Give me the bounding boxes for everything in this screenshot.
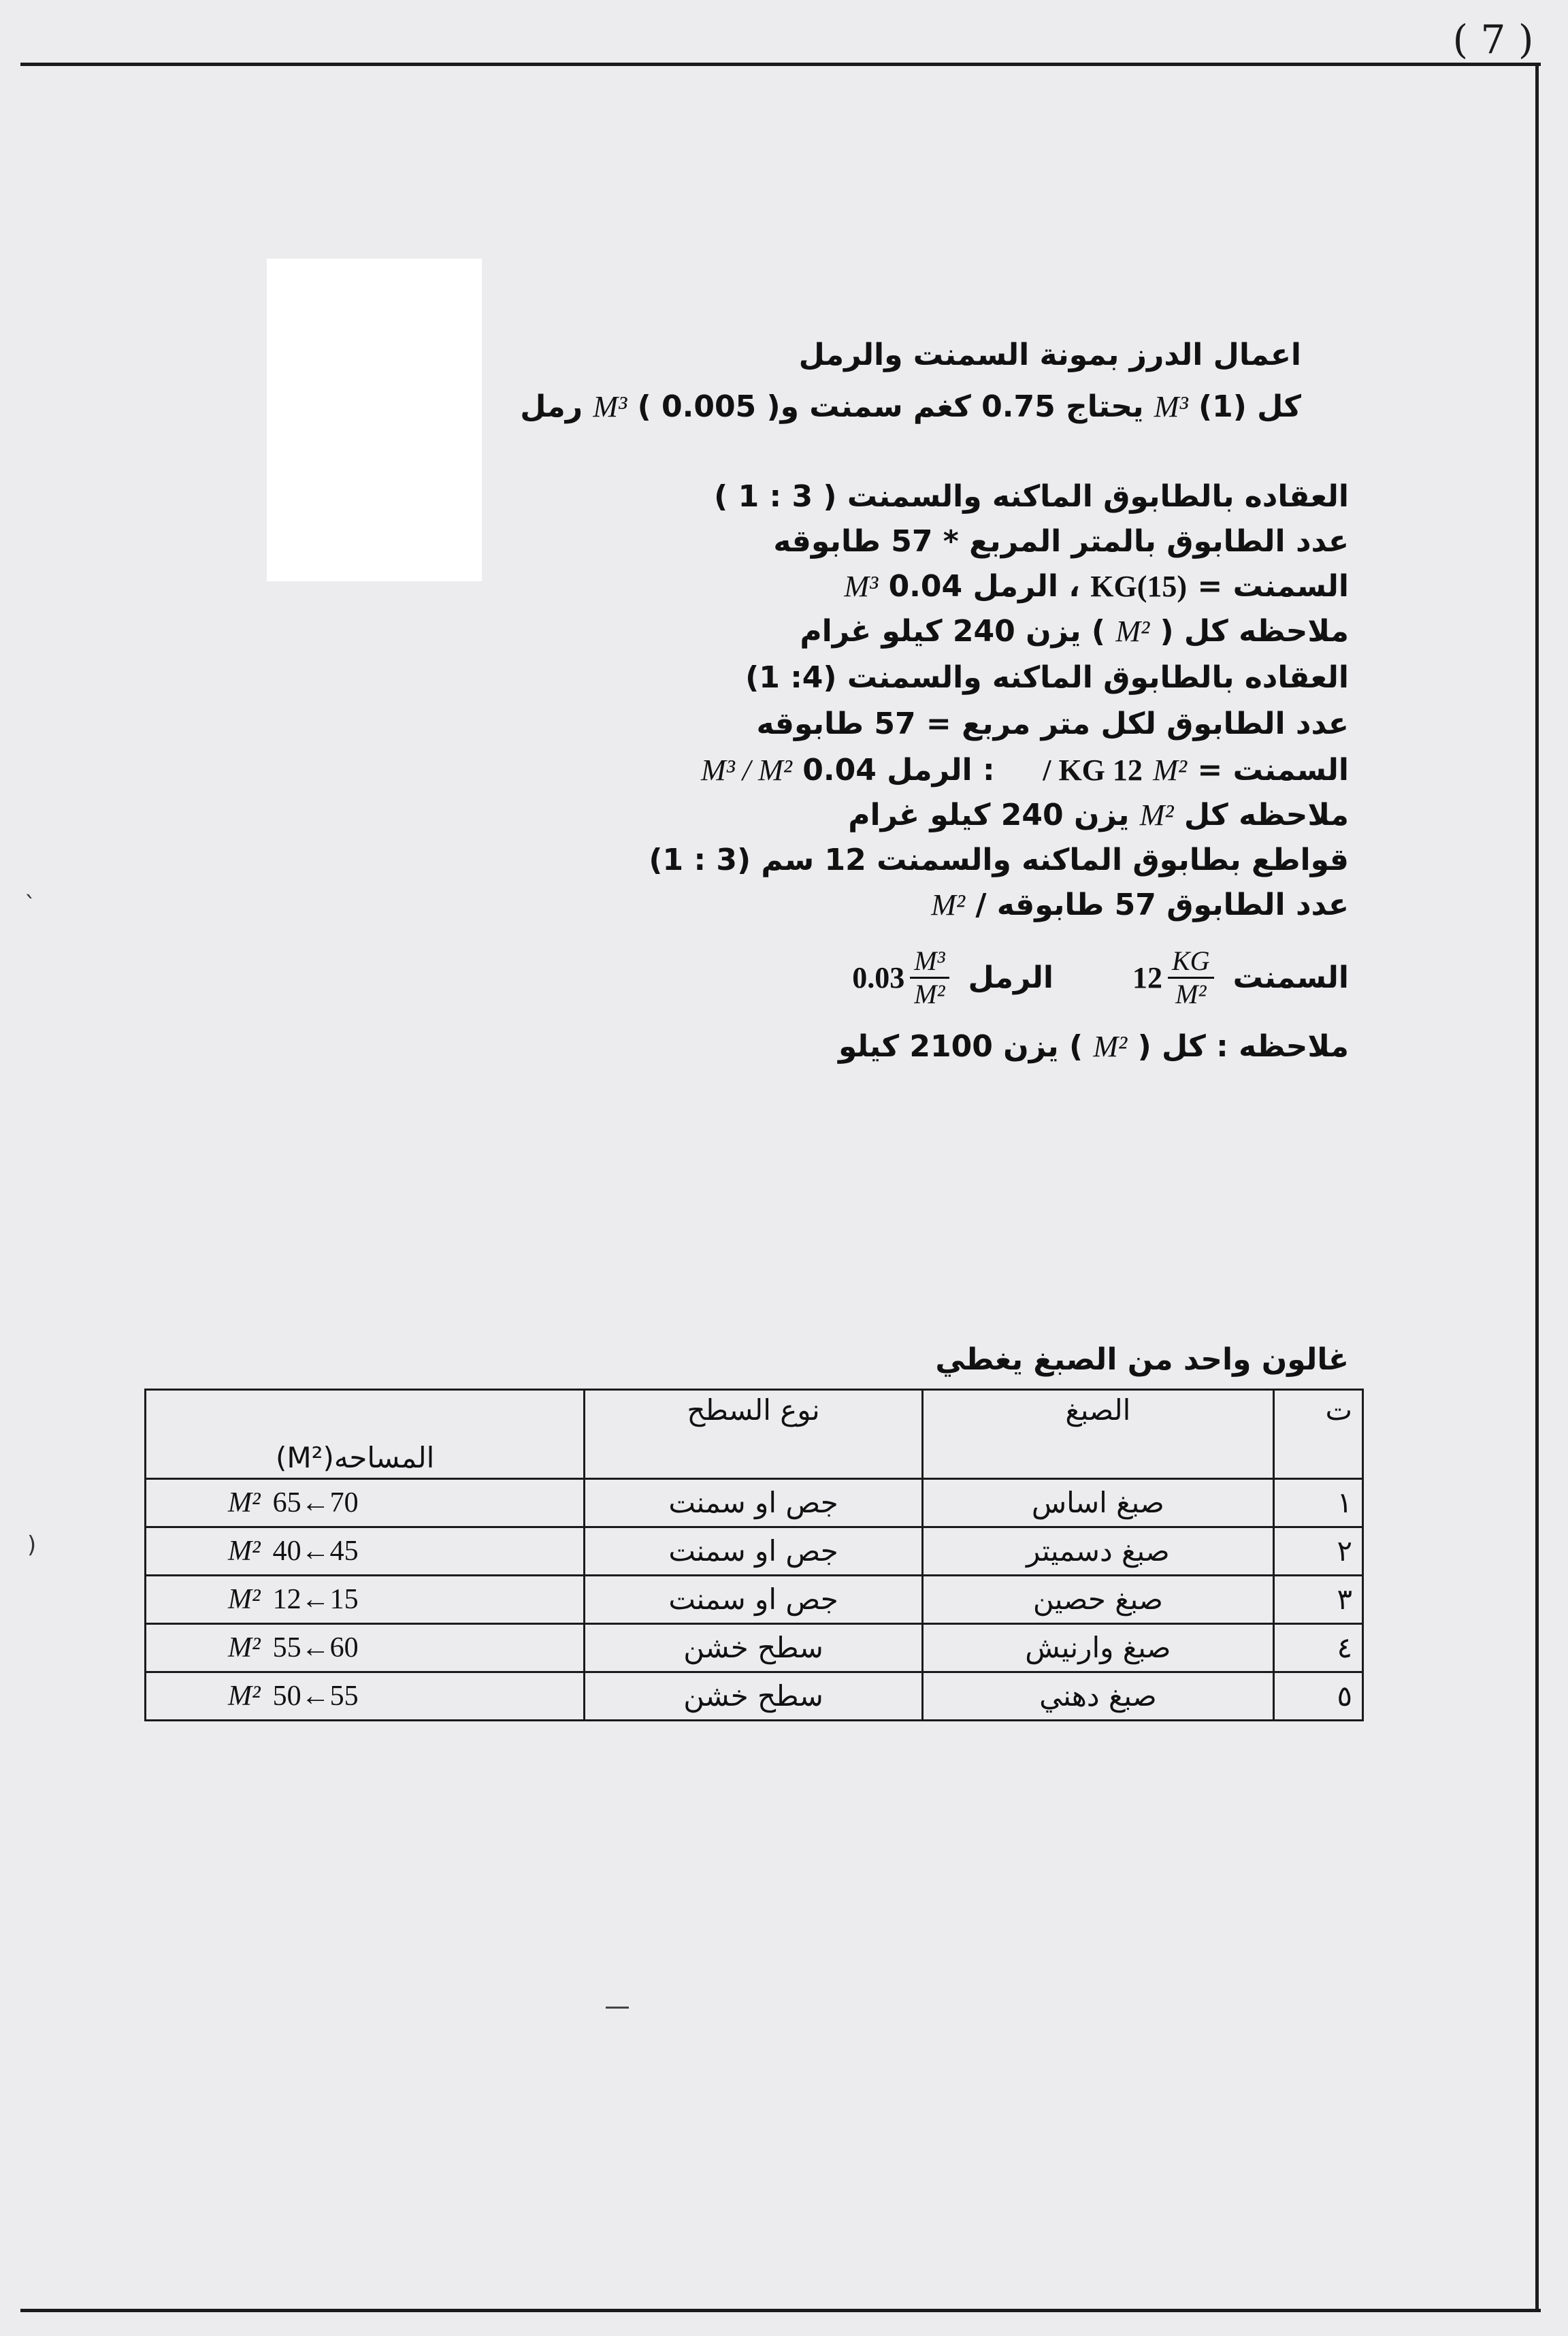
row-area [146,1624,585,1672]
row-paint: صبغ وارنيش [923,1624,1273,1672]
header-surface: نوع السطح [584,1390,922,1479]
row-area [146,1672,585,1721]
table-header-row [146,1390,1363,1479]
cement-fraction-numerator: KG [1168,945,1214,979]
partition-cement-label: السمنت [1232,960,1349,995]
top-border-rule [20,63,1541,66]
brick-bond-3-1-count: عدد الطابوق بالمتر المربع * 57 طابوقه [773,524,1349,559]
partition-heading: قواطع بطابوق الماكنه والسمنت 12 سم (3 : 1) [649,843,1349,877]
sand-label: ، الرمل 0.04 [888,569,1080,604]
brick-bond-4-1-heading: العقاده بالطابوق الماكنه والسمنت (4: 1) [745,660,1349,695]
row-surface: سطح خشن [584,1672,922,1721]
sand-label: : الرمل 0.04 [802,753,995,788]
note-unit: M² [1093,1030,1128,1063]
mortar-rate-line [520,387,1301,427]
area-range: 12←15 [272,1584,359,1615]
cement-fraction-denominator: M² [1175,978,1207,1009]
brick-bond-3-1-heading: العقاده بالطابوق الماكنه والسمنت ( 3 : 1 ) [714,479,1349,514]
partition-sand-value: 0.03 [852,960,905,994]
header-index: ت [1273,1390,1362,1479]
brick-bond-4-1-cement-line [701,750,1349,791]
area-unit: M² [228,1632,261,1664]
blank-image-placeholder [267,259,482,581]
table-row [146,1576,1363,1624]
partition-cement-value: 12 [1132,960,1162,994]
scan-speck: ) [27,1531,37,1559]
area-unit: M² [228,1487,261,1519]
table-row [146,1527,1363,1576]
row-area [146,1527,585,1576]
sand-fraction-numerator: M³ [910,945,949,979]
paint-coverage-table [144,1389,1364,1721]
partition-count [931,885,1349,926]
cement-value: (15)KG [1090,570,1188,603]
right-border-rule [1535,63,1539,2310]
area-unit: M² [228,1681,261,1712]
row-area [146,1479,585,1527]
note-suffix: يزن 240 كيلو غرام [848,798,1130,832]
area-range: 65←70 [272,1487,359,1519]
header-paint: الصبغ [923,1390,1273,1479]
header-area: المساحه(M²) [146,1390,585,1479]
table-row [146,1479,1363,1527]
row-index: ٤ [1273,1624,1362,1672]
brick-bond-3-1-note [800,611,1349,652]
row-surface: سطح خشن [584,1624,922,1672]
note-unit: M² [1139,798,1174,832]
sand-unit: M³ [844,570,879,603]
area-range: 55←60 [272,1632,359,1664]
partition-count-unit: M² [931,888,966,922]
paint-table-caption: غالون واحد من الصبغ يغطي [935,1342,1349,1377]
row-paint: صبغ دسميتر [923,1527,1273,1576]
row-paint: صبغ حصين [923,1576,1273,1624]
row-paint: صبغ دهني [923,1672,1273,1721]
cement-value: 12 KG / [1043,753,1143,787]
note-prefix: ملاحظه : كل ( [1137,1029,1349,1064]
scan-speck [606,2007,629,2009]
mortar-rate-suffix: رمل [520,389,583,424]
table-row [146,1624,1363,1672]
row-index: ٣ [1273,1576,1362,1624]
brick-bond-3-1-cement-line [844,566,1349,607]
mortar-rate-unit2: M³ [593,390,627,423]
partition-note [838,1026,1349,1067]
mortar-rate-prefix: كل (1) [1198,389,1301,424]
note-suffix: ) يزن 240 كيلو غرام [800,614,1105,649]
sand-unit: M³ / M² [701,753,792,787]
mortar-heading: اعمال الدرز بمونة السمنت والرمل [798,338,1301,372]
row-surface: جص او سمنت [584,1479,922,1527]
area-range: 50←55 [272,1681,359,1712]
brick-bond-4-1-note [848,795,1349,836]
row-index: ٢ [1273,1527,1362,1576]
brick-bond-4-1-count: عدد الطابوق لكل متر مربع = 57 طابوقه [756,707,1349,741]
area-unit: M² [228,1584,261,1615]
partition-materials-line [852,937,1349,1018]
row-index: ١ [1273,1479,1362,1527]
note-prefix: ملاحظه كل ( [1160,614,1349,649]
bottom-border-rule [20,2309,1541,2312]
partition-count-prefix: عدد الطابوق 57 طابوقه / [975,888,1349,922]
cement-label: السمنت = [1197,753,1349,788]
scan-speck: ` [24,892,36,919]
partition-sand-label: الرمل [968,960,1054,995]
cement-label: السمنت = [1197,569,1349,604]
mortar-rate-middle: يحتاج 0.75 كغم سمنت و( 0.005 ) [637,389,1144,424]
note-unit: M² [1115,615,1150,648]
row-index: ٥ [1273,1672,1362,1721]
cement-unit: M² [1153,753,1188,787]
row-surface: جص او سمنت [584,1527,922,1576]
row-area [146,1576,585,1624]
sand-fraction-denominator: M² [914,978,945,1009]
row-paint: صبغ اساس [923,1479,1273,1527]
note-prefix: ملاحظه كل [1183,798,1349,832]
note-suffix: ) يزن 2100 كيلو [838,1029,1083,1064]
partition-cement-fraction [1168,945,1214,1010]
mortar-rate-unit: M³ [1154,390,1188,423]
row-surface: جص او سمنت [584,1576,922,1624]
area-range: 40←45 [272,1536,359,1567]
page-number: ( 7 ) [1452,16,1534,63]
area-unit: M² [228,1536,261,1567]
partition-sand-fraction [910,945,949,1010]
table-row [146,1672,1363,1721]
